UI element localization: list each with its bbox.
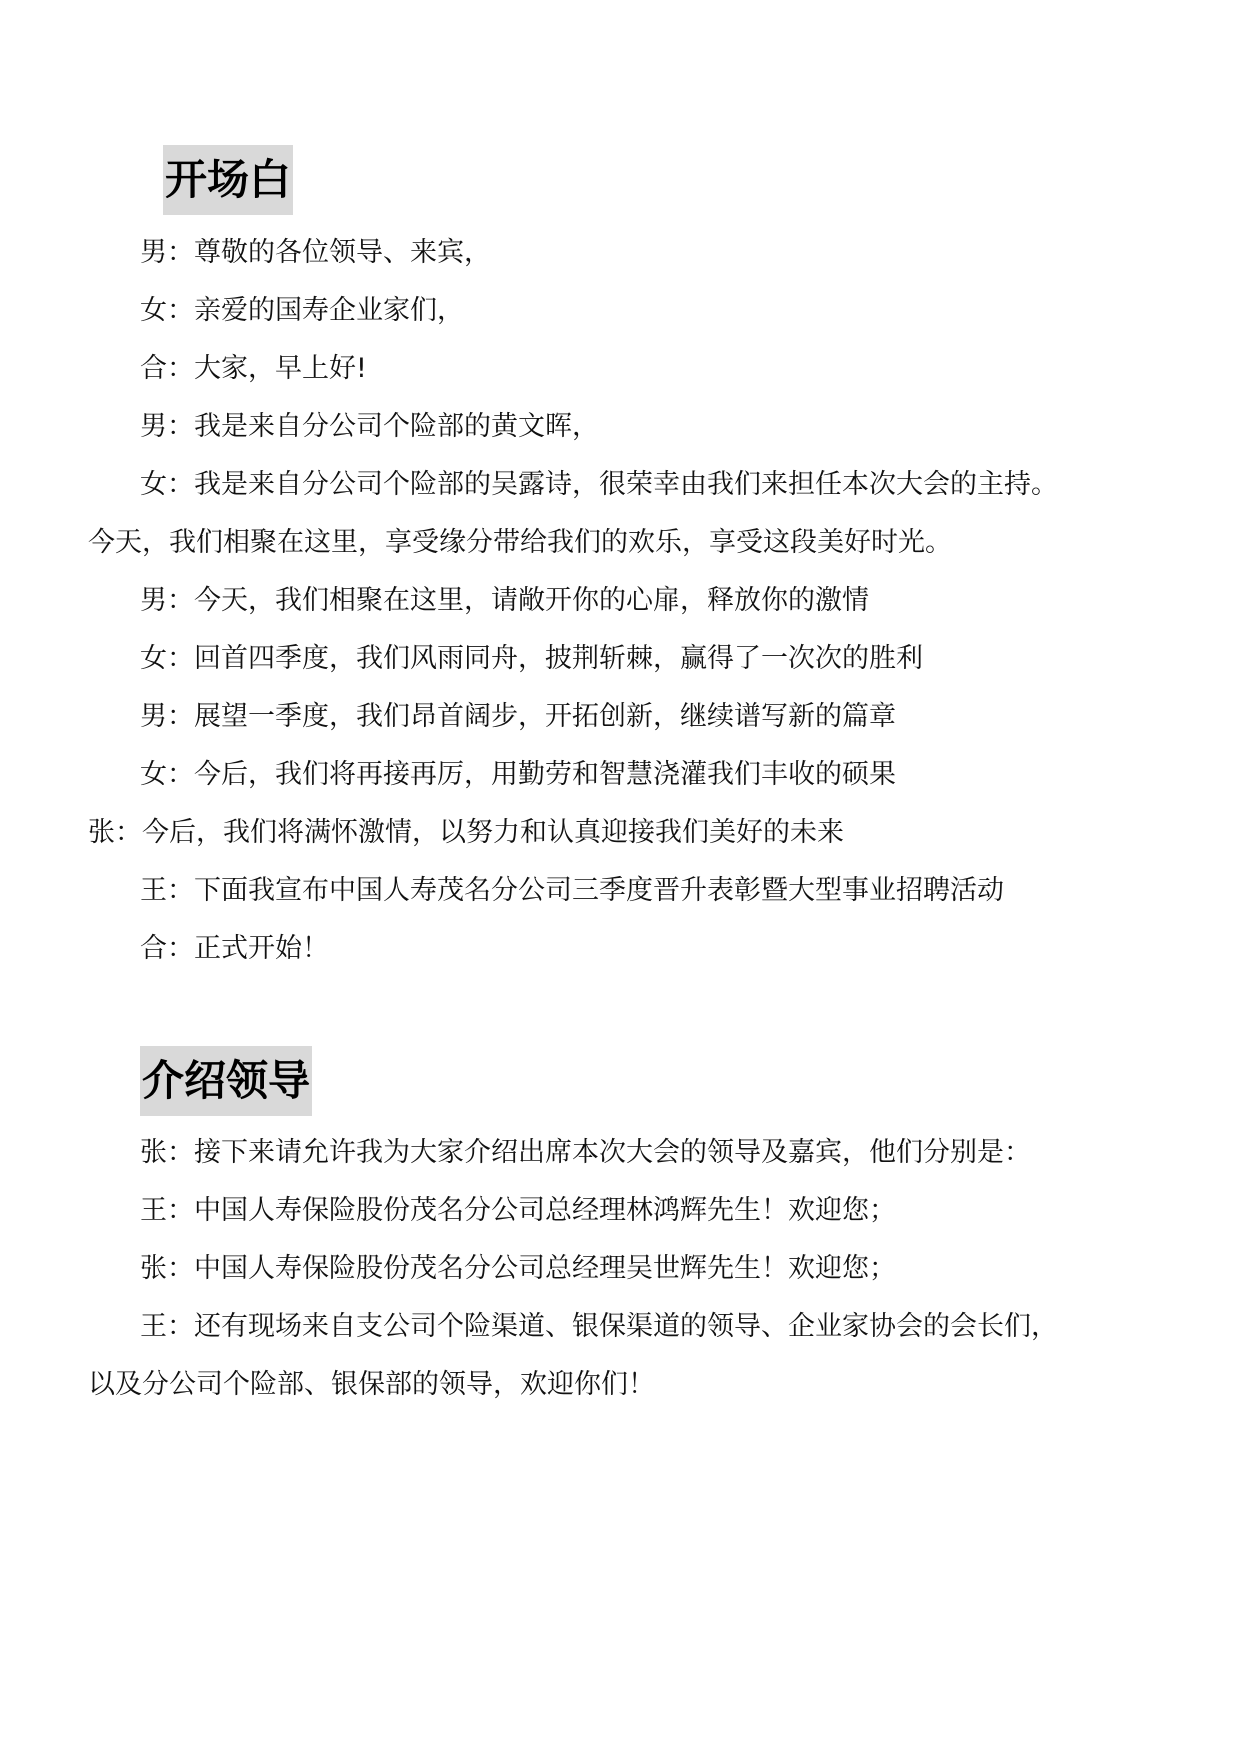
- script-line: 合：大家，早上好!: [140, 353, 367, 384]
- script-line: 女：亲爱的国寿企业家们，: [140, 295, 464, 326]
- script-line: 女：我是来自分公司个险部的吴露诗，很荣幸由我们来担任本次大会的主持。: [140, 469, 1058, 500]
- script-line: 张：接下来请允许我为大家介绍出席本次大会的领导及嘉宾，他们分别是：: [140, 1137, 1031, 1168]
- script-line: 男：我是来自分公司个险部的黄文晖，: [140, 411, 599, 442]
- script-line: 男：展望一季度，我们昂首阔步，开拓创新，继续谱写新的篇章: [140, 701, 896, 732]
- script-line: 女：回首四季度，我们风雨同舟，披荆斩棘，赢得了一次次的胜利: [140, 643, 923, 674]
- section-heading-introduce-leaders: 介绍领导: [140, 1046, 312, 1116]
- script-line: 张：今后，我们将满怀激情，以努力和认真迎接我们美好的未来: [88, 817, 844, 848]
- script-line: 张：中国人寿保险股份茂名分公司总经理吴世辉先生！欢迎您；: [140, 1253, 896, 1284]
- script-line: 女：今后，我们将再接再厉，用勤劳和智慧浇灌我们丰收的硕果: [140, 759, 896, 790]
- script-line-continuation: 以及分公司个险部、银保部的领导，欢迎你们！: [88, 1369, 655, 1400]
- script-line: 男：今天，我们相聚在这里，请敞开你的心扉，释放你的激情: [140, 585, 869, 616]
- section-heading-opening: 开场白: [163, 145, 293, 215]
- script-line: 男：尊敬的各位领导、来宾，: [140, 237, 491, 268]
- script-line: 王：中国人寿保险股份茂名分公司总经理林鸿辉先生！欢迎您；: [140, 1195, 896, 1226]
- script-line: 合：正式开始！: [140, 933, 329, 964]
- script-line: 王：还有现场来自支公司个险渠道、银保渠道的领导、企业家协会的会长们，: [140, 1311, 1058, 1342]
- script-line: 王：下面我宣布中国人寿茂名分公司三季度晋升表彰暨大型事业招聘活动: [140, 875, 1004, 906]
- script-line-continuation: 今天，我们相聚在这里，享受缘分带给我们的欢乐，享受这段美好时光。: [88, 527, 952, 558]
